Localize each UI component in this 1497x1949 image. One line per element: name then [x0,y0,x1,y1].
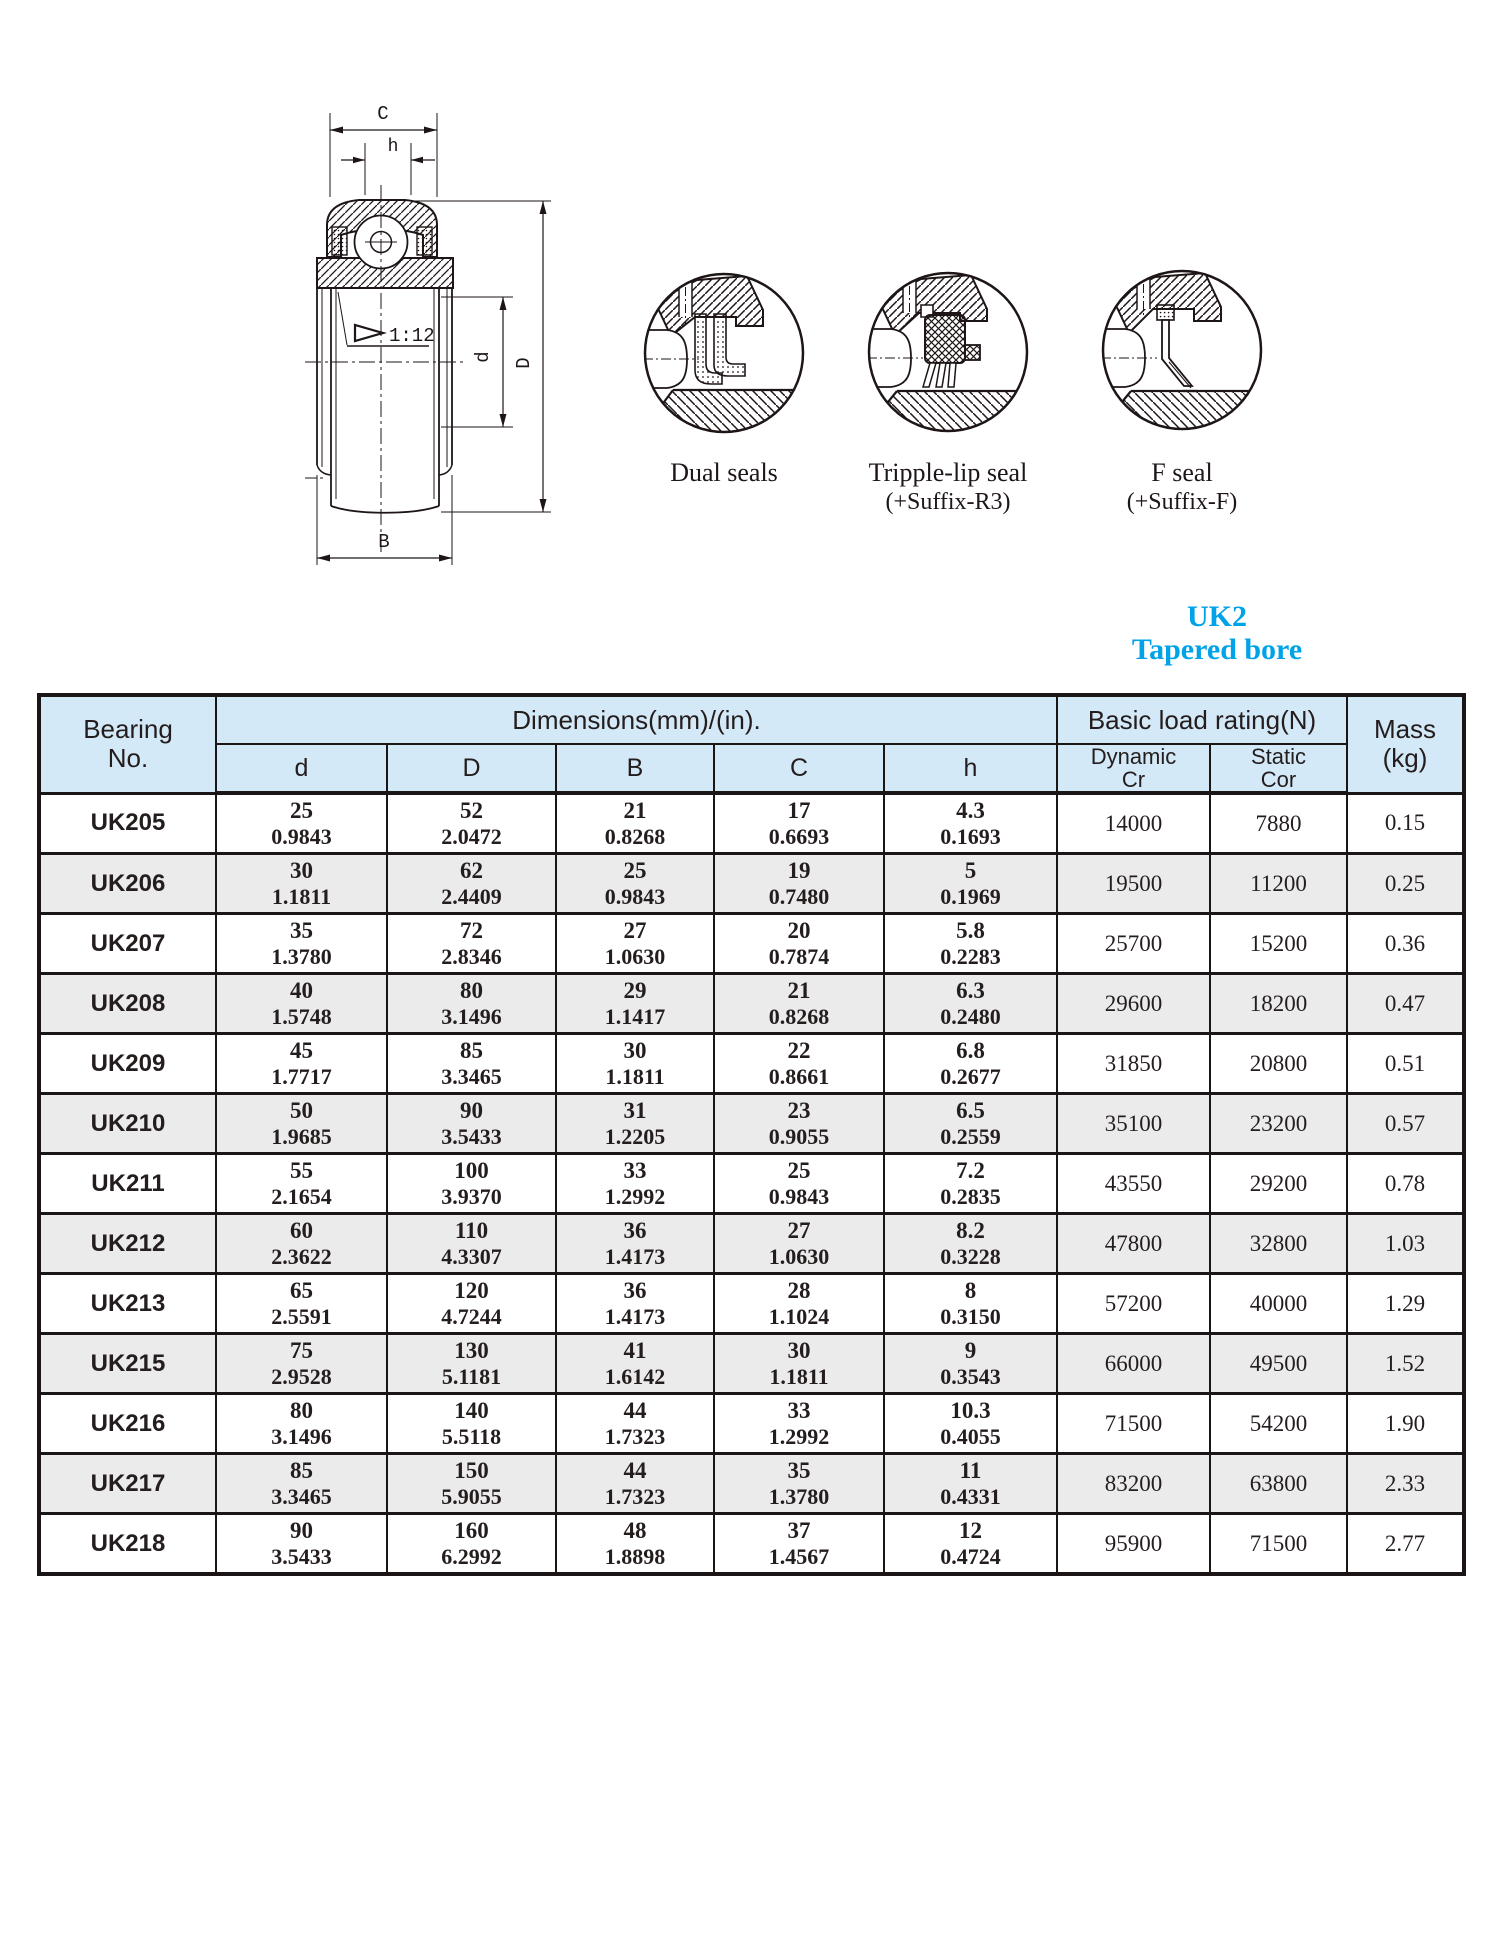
dim-D-cell: 160 6.2992 [387,1514,556,1575]
dim-d-cell: 25 0.9843 [216,793,387,854]
dim-h-cell: 8 0.3150 [884,1274,1057,1334]
dim-d-cell: 60 2.3622 [216,1214,387,1274]
dim-C-cell: 27 1.0630 [714,1214,884,1274]
dim-C-cell: 23 0.9055 [714,1094,884,1154]
dim-C-cell: 28 1.1024 [714,1274,884,1334]
dim-D-cell: 110 4.3307 [387,1214,556,1274]
dim-label-D: D [513,357,535,369]
shaft [317,288,452,513]
dynamic-cr-cell: 95900 [1057,1514,1210,1575]
dual-seals-caption [594,458,854,488]
dim-B-cell: 30 1.1811 [556,1034,714,1094]
col-header-d: d [216,744,387,793]
dual-seals-figure [641,270,807,436]
dim-B-cell: 36 1.4173 [556,1214,714,1274]
bearing-no-cell: UK207 [39,914,216,974]
dim-B-cell: 31 1.2205 [556,1094,714,1154]
mass-cell: 2.77 [1347,1514,1464,1575]
col-header-B: B [556,744,714,793]
caption-line: Dual seals [670,458,778,487]
table-row [39,1034,1464,1094]
table-row [39,1154,1464,1214]
dim-B-cell: 36 1.4173 [556,1274,714,1334]
table-header [39,695,1464,793]
dim-C-cell: 25 0.9843 [714,1154,884,1214]
dim-D-cell: 120 4.7244 [387,1274,556,1334]
dim-d-cell: 55 2.1654 [216,1154,387,1214]
seal-body [925,315,965,363]
header-text: Dynamic [1090,744,1177,769]
bearing-no-cell: UK212 [39,1214,216,1274]
dim-B-cell: 44 1.7323 [556,1394,714,1454]
dim-d-cell: 50 1.9685 [216,1094,387,1154]
mass-cell: 0.57 [1347,1094,1464,1154]
dim-C-cell: 35 1.3780 [714,1454,884,1514]
seal-lip-1 [923,363,936,387]
col-header-bearing-no [39,695,216,793]
dim-d-cell: 35 1.3780 [216,914,387,974]
mass-cell: 1.03 [1347,1214,1464,1274]
dim-h-cell: 4.3 0.1693 [884,793,1057,854]
dynamic-cr-cell: 25700 [1057,914,1210,974]
dynamic-cr-cell: 43550 [1057,1154,1210,1214]
col-header-dynamic-cr [1057,744,1210,793]
taper-label: 1:12 [389,325,435,347]
bearing-no-cell: UK205 [39,793,216,854]
series-code: UK2 [1187,600,1247,633]
dim-d-cell: 90 3.5433 [216,1514,387,1575]
mass-cell: 1.90 [1347,1394,1464,1454]
bearing-section-drawing [305,85,555,580]
dynamic-cr-cell: 31850 [1057,1034,1210,1094]
bearing-spec-table [37,693,1466,1576]
table-row [39,1214,1464,1274]
table-row [39,914,1464,974]
dynamic-cr-cell: 35100 [1057,1094,1210,1154]
dim-C-cell: 22 0.8661 [714,1034,884,1094]
dim-B [317,475,452,565]
bearing-no-cell: UK211 [39,1154,216,1214]
dynamic-cr-cell: 14000 [1057,793,1210,854]
col-header-load-rating: Basic load rating(N) [1057,695,1347,744]
dynamic-cr-cell: 66000 [1057,1334,1210,1394]
shaft-surface-section [657,390,805,436]
dynamic-cr-cell: 47800 [1057,1214,1210,1274]
shaft-surface-section [1115,391,1263,433]
table-row [39,793,1464,854]
dim-d-cell: 30 1.1811 [216,854,387,914]
dim-h-cell: 6.8 0.2677 [884,1034,1057,1094]
col-header-mass [1347,695,1464,793]
header-text: (kg) [1382,743,1428,774]
dim-B-cell: 41 1.6142 [556,1334,714,1394]
dim-C-cell: 19 0.7480 [714,854,884,914]
dim-D-cell: 52 2.0472 [387,793,556,854]
dim-h-cell: 10.3 0.4055 [884,1394,1057,1454]
dim-h-cell: 11 0.4331 [884,1454,1057,1514]
dim-d-cell: 65 2.5591 [216,1274,387,1334]
table-row [39,854,1464,914]
bearing-no-cell: UK208 [39,974,216,1034]
dim-h [341,137,435,195]
caption-line: (+Suffix-F) [1126,489,1238,515]
col-header-h: h [884,744,1057,793]
mass-cell: 0.78 [1347,1154,1464,1214]
col-header-D: D [387,744,556,793]
dim-h-cell: 5 0.1969 [884,854,1057,914]
dim-d-cell: 85 3.3465 [216,1454,387,1514]
series-label [1067,600,1367,666]
dim-label-h: h [387,137,399,157]
dim-B-cell: 33 1.2992 [556,1154,714,1214]
static-cor-cell: 11200 [1210,854,1347,914]
dim-D-cell: 72 2.8346 [387,914,556,974]
dim-B-cell: 27 1.0630 [556,914,714,974]
dim-d-cell: 45 1.7717 [216,1034,387,1094]
bearing-no-cell: UK213 [39,1274,216,1334]
dim-label-B: B [378,531,390,553]
table-row [39,1514,1464,1575]
dim-h-cell: 9 0.3543 [884,1334,1057,1394]
dim-B-cell: 29 1.1417 [556,974,714,1034]
dim-B-cell: 25 0.9843 [556,854,714,914]
table-row [39,974,1464,1034]
tripple-lip-seal-caption [818,458,1078,516]
tripple-lip-seal-figure [865,269,1031,435]
dim-h-cell: 6.3 0.2480 [884,974,1057,1034]
static-cor-cell: 7880 [1210,793,1347,854]
header-text: Cr [1121,767,1146,792]
static-cor-cell: 29200 [1210,1154,1347,1214]
static-cor-cell: 63800 [1210,1454,1347,1514]
table-body [39,793,1464,1574]
dim-C-cell: 21 0.8268 [714,974,884,1034]
header-text: Bearing [83,714,173,745]
dynamic-cr-cell: 29600 [1057,974,1210,1034]
dim-C-cell: 17 0.6693 [714,793,884,854]
seal-left [332,227,347,255]
mass-cell: 0.36 [1347,914,1464,974]
bearing-no-cell: UK218 [39,1514,216,1575]
static-cor-cell: 40000 [1210,1274,1347,1334]
static-cor-cell: 32800 [1210,1214,1347,1274]
dim-label-d: d [472,351,494,363]
static-cor-cell: 54200 [1210,1394,1347,1454]
dim-h-cell: 5.8 0.2283 [884,914,1057,974]
dim-C [330,103,437,197]
dynamic-cr-cell: 83200 [1057,1454,1210,1514]
dim-d-cell: 75 2.9528 [216,1334,387,1394]
dim-C-cell: 20 0.7874 [714,914,884,974]
dim-D-cell: 90 3.5433 [387,1094,556,1154]
dim-C-cell: 37 1.4567 [714,1514,884,1575]
col-header-C: C [714,744,884,793]
bearing-no-cell: UK210 [39,1094,216,1154]
dim-D-cell: 130 5.1181 [387,1334,556,1394]
dim-D-cell: 85 3.3465 [387,1034,556,1094]
caption-line: (+Suffix-R3) [885,489,1011,515]
seal-foot [965,345,980,360]
taper-annotation [338,292,435,347]
mass-cell: 0.15 [1347,793,1464,854]
mass-cell: 0.51 [1347,1034,1464,1094]
bearing-no-cell: UK217 [39,1454,216,1514]
dim-d-cell: 80 3.1496 [216,1394,387,1454]
dim-h-cell: 12 0.4724 [884,1514,1057,1575]
dim-h-cell: 8.2 0.3228 [884,1214,1057,1274]
header-text: No. [107,743,149,774]
mass-cell: 0.25 [1347,854,1464,914]
dynamic-cr-cell: 71500 [1057,1394,1210,1454]
dim-C-cell: 33 1.2992 [714,1394,884,1454]
f-seal-caption [1052,458,1312,516]
dim-B-cell: 21 0.8268 [556,793,714,854]
dim-B-cell: 44 1.7323 [556,1454,714,1514]
bearing-no-cell: UK215 [39,1334,216,1394]
static-cor-cell: 23200 [1210,1094,1347,1154]
caption-line: Tripple-lip seal [868,458,1028,487]
f-seal-figure [1099,267,1265,433]
dim-D-cell: 80 3.1496 [387,974,556,1034]
seal-lip-2 [936,363,946,387]
static-cor-cell: 20800 [1210,1034,1347,1094]
mass-cell: 2.33 [1347,1454,1464,1514]
seal-retainer [1157,305,1174,320]
seal-lip-3 [948,363,956,387]
series-bore-type: Tapered bore [1131,633,1303,666]
static-cor-cell: 49500 [1210,1334,1347,1394]
col-header-dimensions: Dimensions(mm)/(in). [216,695,1057,744]
dim-B-cell: 48 1.8898 [556,1514,714,1575]
dim-D-cell: 62 2.4409 [387,854,556,914]
dim-C-cell: 30 1.1811 [714,1334,884,1394]
header-text: Mass [1373,714,1437,745]
dim-label-C: C [377,103,389,125]
bearing-no-cell: UK216 [39,1394,216,1454]
mass-cell: 1.29 [1347,1274,1464,1334]
dim-d-cell: 40 1.5748 [216,974,387,1034]
bearing-no-cell: UK209 [39,1034,216,1094]
dim-D-cell: 100 3.9370 [387,1154,556,1214]
table-row [39,1094,1464,1154]
dim-h-cell: 7.2 0.2835 [884,1154,1057,1214]
header-text: Cor [1260,767,1297,792]
header-text: Static [1250,744,1307,769]
housing-section [655,276,763,336]
mass-cell: 1.52 [1347,1334,1464,1394]
table-row [39,1274,1464,1334]
dim-D-cell: 140 5.5118 [387,1394,556,1454]
caption-line: F seal [1151,458,1213,487]
col-header-static-cor [1210,744,1347,793]
dim-h-cell: 6.5 0.2559 [884,1094,1057,1154]
bearing-no-cell: UK206 [39,854,216,914]
static-cor-cell: 18200 [1210,974,1347,1034]
table-row [39,1394,1464,1454]
mass-cell: 0.47 [1347,974,1464,1034]
static-cor-cell: 71500 [1210,1514,1347,1575]
dynamic-cr-cell: 19500 [1057,854,1210,914]
dynamic-cr-cell: 57200 [1057,1274,1210,1334]
shaft-surface-section [881,391,1029,435]
flinger-strip [1162,320,1192,386]
table-row [39,1454,1464,1514]
static-cor-cell: 15200 [1210,914,1347,974]
dim-D-cell: 150 5.9055 [387,1454,556,1514]
table-row [39,1334,1464,1394]
seal-right [417,227,432,255]
